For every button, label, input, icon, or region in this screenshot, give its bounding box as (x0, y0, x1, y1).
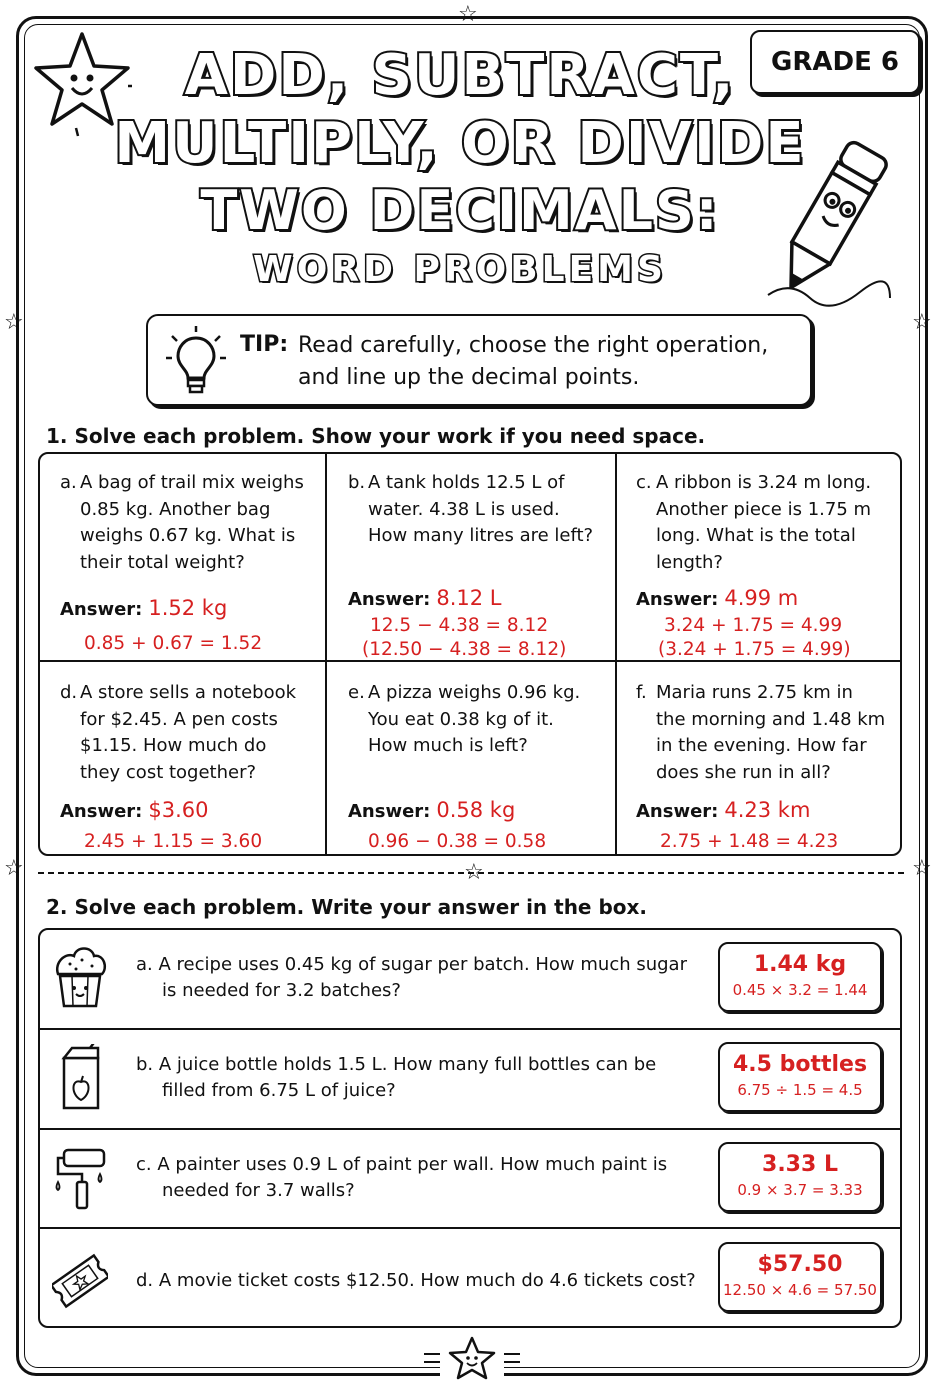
answer-value: 8.12 L (436, 586, 502, 610)
section-2-list (38, 928, 902, 1328)
answer-value: $57.50 (757, 1252, 843, 1277)
star-icon: ☆ (4, 856, 24, 881)
lightbulb-icon (164, 324, 228, 400)
problem-text: d. A movie ticket costs $12.50. How much do 4.6 tickets cost? (136, 1270, 696, 1291)
answer-line: Answer: 4.99 m (636, 586, 799, 610)
problem-1d (40, 664, 328, 866)
smiling-star-icon (410, 1334, 534, 1384)
problem-text: b. A juice bottle holds 1.5 L. How many full bottles can be filled from 6.75 L of juice? (136, 1054, 657, 1101)
problem-2d (40, 1230, 900, 1329)
work-line: 3.24 + 1.75 = 4.99 (664, 615, 843, 636)
title-subtitle: WORD PROBLEMS (253, 249, 667, 290)
problem-1e (328, 664, 616, 866)
work-line: 12.50 × 4.6 = 57.50 (723, 1281, 877, 1299)
star-icon: ☆ (912, 310, 932, 335)
star-icon: ☆ (458, 2, 478, 27)
answer-value: 1.44 kg (753, 952, 847, 977)
problem-text: c. A ribbon is 3.24 m long. Another piece is 1.75 m long. What is the total length? (636, 472, 872, 573)
tip-label: TIP: (240, 332, 289, 357)
answer-value: 4.99 m (724, 586, 799, 610)
work-line: 0.9 × 3.7 = 3.33 (737, 1181, 863, 1199)
answer-line: Answer: 0.58 kg (348, 798, 516, 822)
problem-text: f. Maria runs 2.75 km in the morning and 1.48 km in the evening. How far does she run in all? (636, 682, 886, 783)
grade-badge: GRADE 6 (750, 30, 920, 94)
problem-1f (616, 664, 904, 866)
worksheet-title (100, 42, 820, 296)
answer-box (718, 1142, 882, 1212)
work-line: 0.45 × 3.2 = 1.44 (732, 981, 868, 999)
problem-text: a. A recipe uses 0.45 kg of sugar per batch. How much sugar is needed for 3.2 batches? (136, 954, 687, 1001)
answer-box (718, 942, 882, 1012)
title-line-1: ADD, SUBTRACT, (184, 43, 736, 108)
star-icon: ☆ (4, 310, 24, 335)
problem-2b (40, 1030, 900, 1129)
work-line-alt: (12.50 − 4.38 = 8.12) (362, 639, 567, 660)
answer-value: 0.58 kg (436, 798, 516, 822)
paint-roller-icon (52, 1144, 108, 1210)
tip-box (146, 314, 812, 406)
answer-value: 4.5 bottles (732, 1052, 868, 1077)
answer-line: Answer: 8.12 L (348, 586, 502, 610)
answer-line: Answer: 1.52 kg (60, 596, 228, 620)
problem-2c (40, 1130, 900, 1229)
work-line: 2.75 + 1.48 = 4.23 (660, 831, 839, 852)
section-2-title: 2. Solve each problem. Write your answer in the box. (46, 895, 648, 919)
title-line-3: TWO DECIMALS: (200, 179, 720, 242)
answer-value: 1.52 kg (148, 596, 228, 620)
star-icon: ☆ (912, 856, 932, 881)
work-line: 2.45 + 1.15 = 3.60 (84, 831, 263, 852)
answer-line: Answer: $3.60 (60, 798, 209, 822)
problem-text: e. A pizza weighs 0.96 kg. You eat 0.38 kg of it. How much is left? (348, 682, 581, 756)
problem-text: d. A store sells a notebook for $2.45. A pen costs $1.15. How much do they cost together? (60, 682, 297, 783)
work-line: 12.5 − 4.38 = 8.12 (370, 615, 549, 636)
problem-text: a. A bag of trail mix weighs 0.85 kg. Another bag weighs 0.67 kg. What is their total weight? (60, 472, 304, 573)
work-line: 0.85 + 0.67 = 1.52 (84, 633, 263, 654)
juice-box-icon (52, 1044, 108, 1110)
work-line: 0.96 − 0.38 = 0.58 (368, 831, 547, 852)
problem-text: b. A tank holds 12.5 L of water. 4.38 L is used. How many litres are left? (348, 472, 594, 546)
work-line-alt: (3.24 + 1.75 = 4.99) (658, 639, 851, 660)
section-1-grid (38, 452, 902, 856)
tip-text: Read carefully, choose the right operation, and line up the decimal points. (298, 333, 769, 390)
answer-value: 3.33 L (762, 1152, 838, 1177)
answer-value: $3.60 (148, 798, 209, 822)
answer-box (718, 1042, 882, 1112)
title-line-2: MULTIPLY, OR DIVIDE (114, 111, 806, 176)
work-line: 6.75 ÷ 1.5 = 4.5 (737, 1081, 863, 1099)
ticket-icon (52, 1248, 108, 1314)
cupcake-icon (52, 944, 108, 1010)
section-1-title: 1. Solve each problem. Show your work if you need space. (46, 424, 706, 448)
answer-box (718, 1242, 882, 1312)
answer-line: Answer: 4.23 km (636, 798, 811, 822)
pencil-icon (760, 130, 900, 310)
star-icon: ☆ (458, 862, 490, 884)
problem-2a (40, 930, 900, 1029)
problem-1a (40, 454, 328, 656)
problem-1c (616, 454, 904, 660)
problem-1b (328, 454, 616, 660)
section-divider (38, 872, 904, 874)
problem-text: c. A painter uses 0.9 L of paint per wall. How much paint is needed for 3.7 walls? (136, 1154, 668, 1201)
answer-value: 4.23 km (724, 798, 811, 822)
